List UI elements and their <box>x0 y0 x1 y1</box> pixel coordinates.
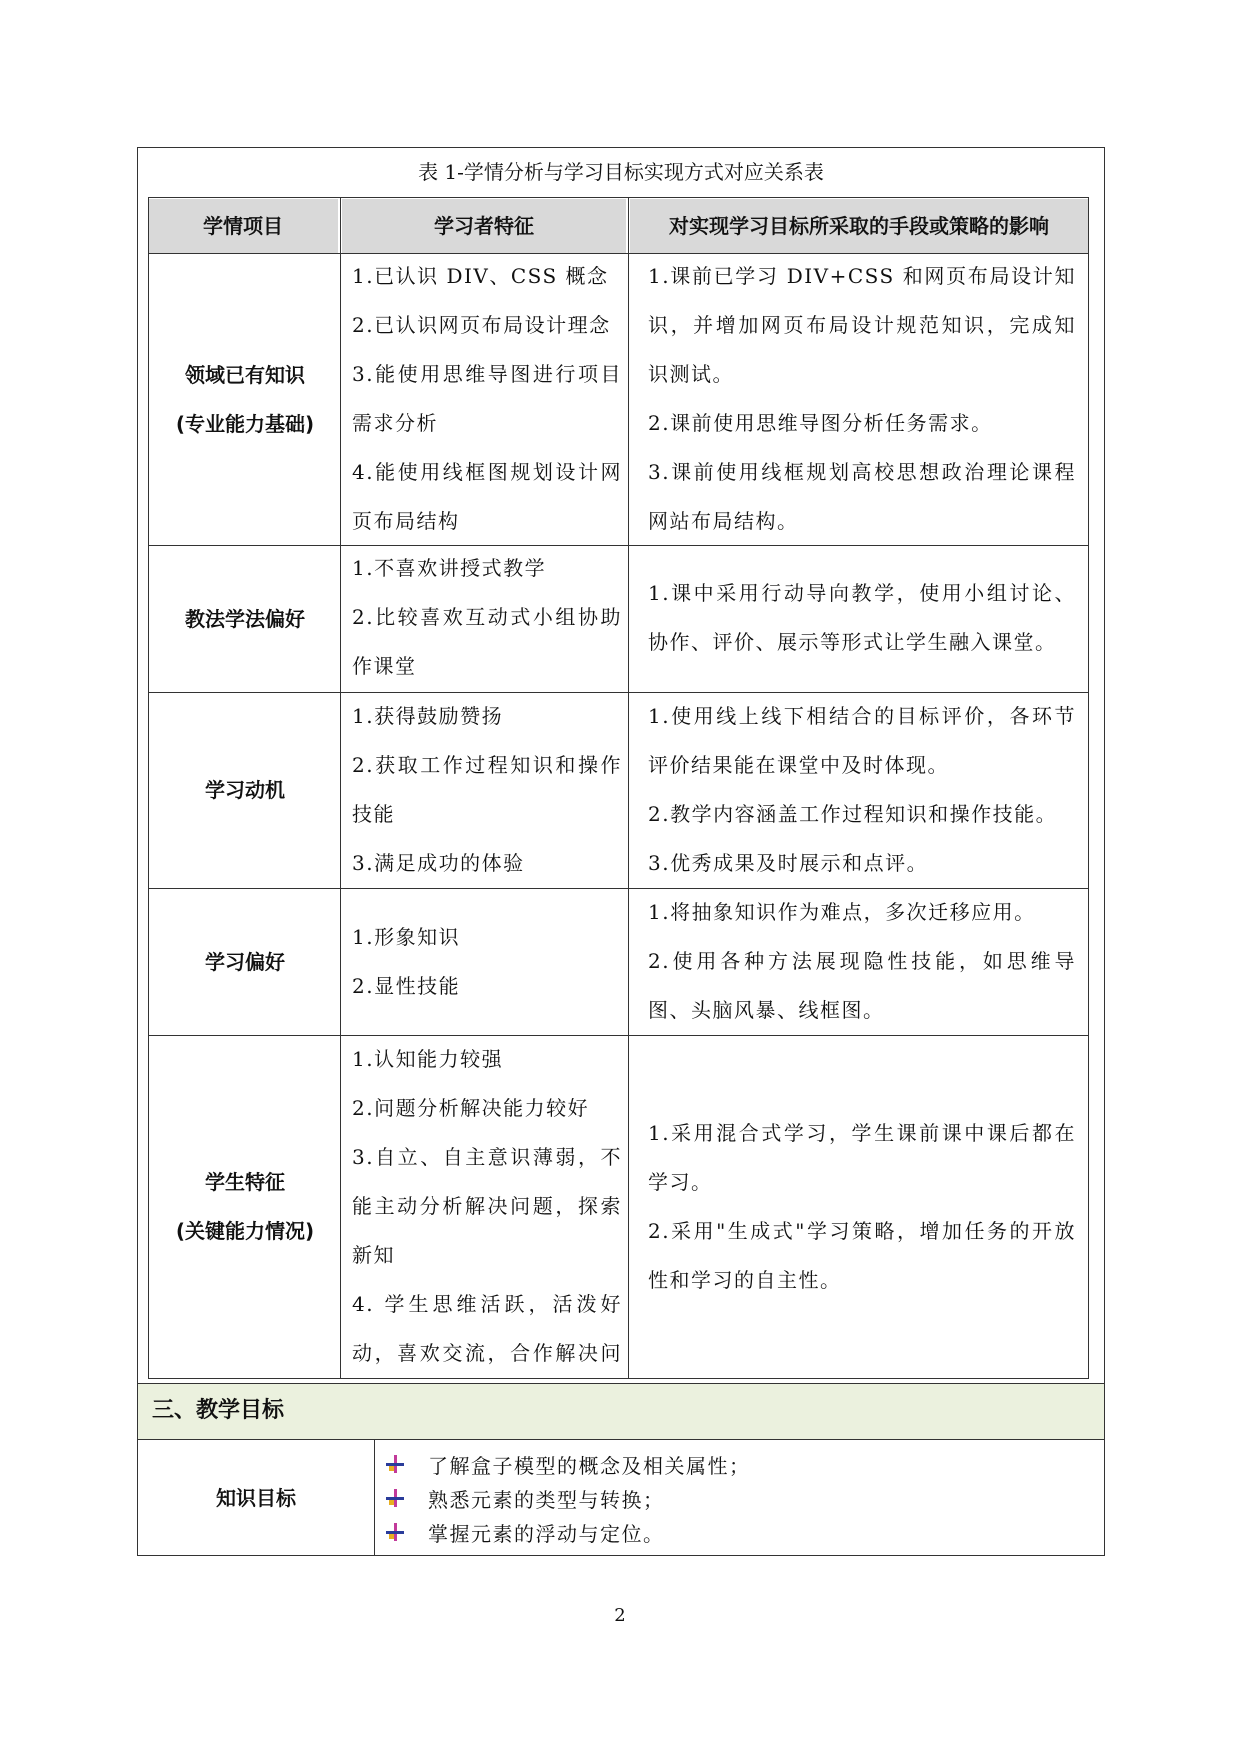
bullet-icon <box>386 1489 404 1507</box>
row-strategies <box>648 888 1076 1035</box>
feature-item: 1.已认识 DIV、CSS 概念 <box>352 264 609 288</box>
strategy-item: 1.课中采用行动导向教学，使用小组讨论、协作、评价、展示等形式让学生融入课堂。 <box>648 581 1076 654</box>
row-features <box>352 692 622 888</box>
row-category <box>150 546 340 692</box>
strategy-item: 1.将抽象知识作为难点，多次迁移应用。 <box>648 900 1036 924</box>
category-line: (专业能力基础) <box>175 412 315 436</box>
strategy-item: 2.采用"生成式"学习策略，增加任务的开放性和学习的自主性。 <box>648 1219 1076 1292</box>
category-line: 学习偏好 <box>205 949 285 974</box>
row-strategies <box>648 569 1076 667</box>
feature-item: 3.自立、自主意识薄弱，不能主动分析解决问题，探索新知 <box>352 1145 622 1267</box>
goal-text: 掌握元素的浮动与定位。 <box>428 1521 665 1546</box>
header-features: 学习者特征 <box>342 199 626 253</box>
row-features <box>352 913 622 1011</box>
feature-item: 1.获得鼓励赞扬 <box>352 704 504 728</box>
category-line: 领域已有知识 <box>185 363 305 387</box>
grid-line <box>148 197 1088 198</box>
feature-item: 1.认知能力较强 <box>352 1047 504 1071</box>
feature-item: 2.已认识网页布局设计理念 <box>352 313 611 337</box>
list-item <box>386 1515 1086 1549</box>
row-category <box>150 255 340 545</box>
row-category <box>150 889 340 1035</box>
grid-line <box>148 197 149 1379</box>
strategy-item: 2.课前使用思维导图分析任务需求。 <box>648 411 993 435</box>
list-item <box>386 1447 1086 1481</box>
feature-item: 2.比较喜欢互动式小组协助作课堂 <box>352 605 622 678</box>
feature-item: 3.满足成功的体验 <box>352 851 525 875</box>
strategy-item: 1.课前已学习 DIV+CSS 和网页布局设计知识，并增加网页布局设计规范知识，完成知识测试。 <box>648 264 1076 386</box>
feature-item: 4.能使用线框图规划设计网页布局结构 <box>352 460 622 533</box>
list-item <box>386 1481 1086 1515</box>
row-features <box>352 252 622 546</box>
category-line: 学生特征 <box>205 1170 285 1194</box>
row-strategies <box>648 252 1076 546</box>
feature-item: 2.问题分析解决能力较好 <box>352 1096 590 1120</box>
feature-item: 3.能使用思维导图进行项目需求分析 <box>352 362 622 435</box>
feature-item: 1.形象知识 <box>352 925 461 949</box>
row-strategies <box>648 1109 1076 1305</box>
row-category <box>150 693 340 888</box>
strategy-item: 3.课前使用线框规划高校思想政治理论课程网站布局结构。 <box>648 460 1076 533</box>
feature-item: 2.获取工作过程知识和操作技能 <box>352 753 622 826</box>
grid-line <box>374 1440 375 1556</box>
strategy-item: 1.采用混合式学习，学生课前课中课后都在学习。 <box>648 1121 1076 1194</box>
table-caption: 表 1-学情分析与学习目标实现方式对应关系表 <box>418 160 824 184</box>
goal-text: 熟悉元素的类型与转换； <box>428 1487 665 1512</box>
row-strategies <box>648 692 1076 888</box>
grid-line <box>340 197 341 1379</box>
category-line: 教法学法偏好 <box>185 606 305 631</box>
knowledge-goal-list <box>386 1447 1086 1549</box>
page-number: 2 <box>614 1605 626 1626</box>
strategy-item: 1.使用线上线下相结合的目标评价，各环节评价结果能在课堂中及时体现。 <box>648 704 1076 777</box>
row-features <box>352 1035 622 1427</box>
header-category: 学情项目 <box>148 199 338 253</box>
strategy-item: 3.优秀成果及时展示和点评。 <box>648 851 929 875</box>
feature-item: 2.显性技能 <box>352 974 461 998</box>
section-title: 三、教学目标 <box>138 1383 1104 1440</box>
bullet-icon <box>386 1523 404 1541</box>
feature-item: 4. 学生思维活跃，活泼好动，喜欢交流，合作解决问 <box>352 1292 622 1365</box>
category-line: (关键能力情况) <box>175 1219 315 1243</box>
knowledge-goal-label: 知识目标 <box>216 1486 296 1510</box>
row-category <box>150 1036 340 1378</box>
bullet-icon <box>386 1455 404 1473</box>
grid-line <box>1088 197 1089 1379</box>
row-features <box>352 544 622 691</box>
grid-line <box>628 197 629 1379</box>
header-strategies: 对实现学习目标所采取的手段或策略的影响 <box>630 199 1088 253</box>
strategy-item: 2.使用各种方法展现隐性技能，如思维导图、头脑风暴、线框图。 <box>648 949 1076 1022</box>
goal-text: 了解盒子模型的概念及相关属性； <box>428 1453 751 1478</box>
strategy-item: 2.教学内容涵盖工作过程知识和操作技能。 <box>648 802 1058 826</box>
feature-item: 1.不喜欢讲授式教学 <box>352 556 547 580</box>
category-line: 学习动机 <box>205 778 285 802</box>
